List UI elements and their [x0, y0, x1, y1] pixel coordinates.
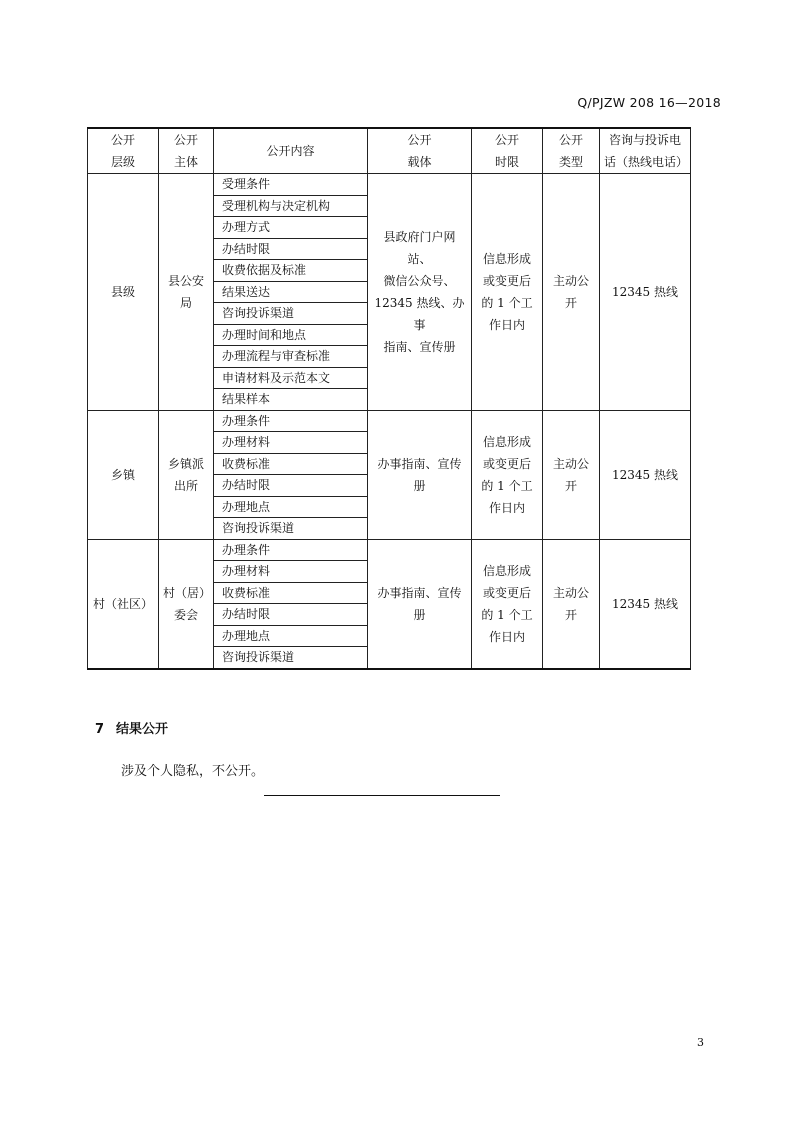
cell-hotline: 12345 热线: [600, 174, 691, 411]
cell-hotline: 12345 热线: [600, 539, 691, 669]
header-subject: 公开 主体: [159, 128, 214, 174]
header-hotline: 咨询与投诉电 话（热线电话）: [600, 128, 691, 174]
cell-content-item: 咨询投诉渠道: [214, 518, 368, 540]
cell-content-item: 办结时限: [214, 604, 368, 626]
header-time-limit: 公开 时限: [472, 128, 543, 174]
cell-content-item: 办理时间和地点: [214, 324, 368, 346]
cell-content-item: 结果样本: [214, 389, 368, 411]
header-level: 公开 层级: [88, 128, 159, 174]
cell-content-item: 办理方式: [214, 217, 368, 239]
section-number: 7: [95, 722, 105, 737]
cell-carrier: 办事指南、宣传册: [368, 410, 472, 539]
cell-content-item: 受理条件: [214, 174, 368, 196]
cell-type: 主动公 开: [543, 410, 600, 539]
header-type: 公开 类型: [543, 128, 600, 174]
cell-level: 村（社区）: [88, 539, 159, 669]
cell-content-item: 办理条件: [214, 539, 368, 561]
header-carrier: 公开 载体: [368, 128, 472, 174]
cell-content-item: 办理条件: [214, 410, 368, 432]
cell-level: 县级: [88, 174, 159, 411]
table-body: [88, 174, 691, 669]
cell-subject: 乡镇派 出所: [159, 410, 214, 539]
page-number: 3: [697, 1036, 704, 1049]
cell-content-item: 办理地点: [214, 496, 368, 518]
cell-time-limit: 信息形成 或变更后 的 1 个工 作日内: [472, 539, 543, 669]
section-heading: [95, 718, 168, 737]
cell-content-item: 办结时限: [214, 475, 368, 497]
end-rule: [264, 795, 500, 796]
cell-subject: 村（居） 委会: [159, 539, 214, 669]
header-content: 公开内容: [214, 128, 368, 174]
cell-carrier: 县政府门户网站、 微信公众号、 12345 热线、办事 指南、宣传册: [368, 174, 472, 411]
cell-carrier: 办事指南、宣传册: [368, 539, 472, 669]
cell-type: 主动公 开: [543, 539, 600, 669]
cell-content-item: 收费标准: [214, 453, 368, 475]
table-header-row: [88, 128, 691, 174]
cell-time-limit: 信息形成 或变更后 的 1 个工 作日内: [472, 410, 543, 539]
section-body: 涉及个人隐私，不公开。: [121, 764, 265, 779]
table-row: [88, 539, 691, 561]
cell-content-item: 结果送达: [214, 281, 368, 303]
cell-content-item: 申请材料及示范本文: [214, 367, 368, 389]
cell-content-item: 办结时限: [214, 238, 368, 260]
document-code: Q/PJZW 208 16—2018: [577, 95, 721, 110]
cell-content-item: 咨询投诉渠道: [214, 303, 368, 325]
cell-time-limit: 信息形成 或变更后 的 1 个工 作日内: [472, 174, 543, 411]
cell-content-item: 收费依据及标准: [214, 260, 368, 282]
disclosure-table: [87, 127, 691, 670]
table-row: [88, 410, 691, 432]
cell-content-item: 受理机构与决定机构: [214, 195, 368, 217]
table-row: [88, 174, 691, 196]
cell-hotline: 12345 热线: [600, 410, 691, 539]
cell-content-item: 办理材料: [214, 432, 368, 454]
cell-content-item: 收费标准: [214, 582, 368, 604]
cell-level: 乡镇: [88, 410, 159, 539]
cell-content-item: 办理流程与审查标准: [214, 346, 368, 368]
section-title: 结果公开: [116, 722, 169, 737]
cell-type: 主动公 开: [543, 174, 600, 411]
cell-subject: 县公安 局: [159, 174, 214, 411]
cell-content-item: 咨询投诉渠道: [214, 647, 368, 669]
cell-content-item: 办理地点: [214, 625, 368, 647]
cell-content-item: 办理材料: [214, 561, 368, 583]
